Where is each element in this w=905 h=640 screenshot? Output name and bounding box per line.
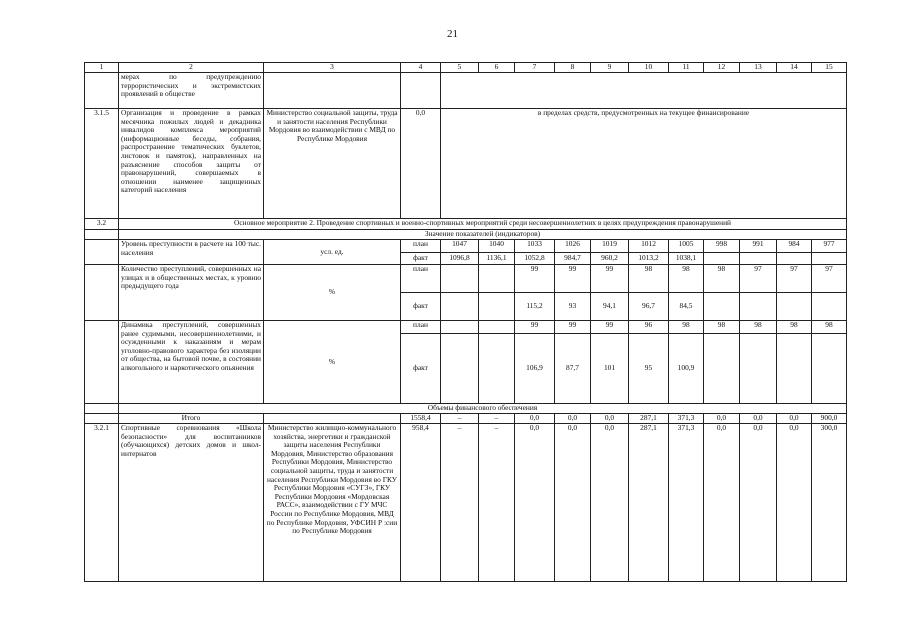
indicator-plan-row: [85, 321, 847, 334]
fact-value: [740, 253, 777, 265]
total-value: –: [441, 414, 479, 424]
fact-value: 87,7: [555, 334, 591, 404]
indicator-name: Динамика преступлений, совершенных ранее судимыми, несовершеннолетними, и осужденными к наказаниям и мерам уголовно-правового характера без изоляции от общества, на бытовой почве, в состоянии алкогольного и наркотического опьянения: [119, 321, 264, 404]
plan-value: 99: [515, 265, 555, 293]
total-value: 900,0: [812, 414, 847, 424]
indicator-empty: [85, 321, 119, 404]
total-value: 0,0: [401, 109, 441, 219]
fact-value: 94,1: [591, 293, 629, 321]
plan-value: 98: [669, 265, 704, 293]
total-label: Итого: [119, 414, 264, 424]
fact-value: 95: [629, 334, 669, 404]
total-value: 0,0: [704, 414, 740, 424]
indicator-unit: %: [264, 265, 401, 321]
fact-value: 1052,8: [515, 253, 555, 265]
empty-cell: [85, 414, 119, 424]
plan-label: план: [401, 321, 441, 334]
row-3-2: [85, 219, 847, 230]
funding-value: 287,1: [629, 424, 669, 582]
plan-value: 98: [777, 321, 812, 334]
funding-value: 371,3: [669, 424, 704, 582]
col-num: 12: [704, 63, 740, 73]
total-row: [85, 414, 847, 424]
activity-name: Организация и проведение в рамках месячника пожилых людей и декадника инвалидов комплекса мероприятий (информационные беседы, собрания, распространение тематических буклетов, листовок и памяток), направленных на разъяснение способов защиты от правонарушений, совершаемых в отношении наименее защищенных категорий населения: [119, 109, 264, 219]
fact-value: [812, 293, 847, 321]
funding-value: 0,0: [591, 424, 629, 582]
fact-value: [441, 293, 479, 321]
row-number: 3.2: [85, 219, 119, 230]
funding-value: 958,4: [401, 424, 441, 582]
col-num: 7: [515, 63, 555, 73]
fact-value: 101: [591, 334, 629, 404]
finance-title: Объемы финансового обеспечения: [119, 404, 847, 414]
plan-value: 99: [591, 321, 629, 334]
plan-value: 984: [777, 240, 812, 253]
indicator-empty: [85, 240, 119, 265]
executor: Министерство жилищно-коммунального хозяйства, энергетики и гражданской защиты населения Республики Мордовия, Министерство образования Республики Мордовия, Министерство социальной защиты, труда и занятости населения Республики Мордовия во ГКУ Республики Мордовия «СУГЗ», ГКУ Республики Мордовия «Мордовская РАСС», взаимодействии с ГУ МЧС России по Республике Мордовия, МВД по Республике Мордовия, УФСИН Р :сии по Республике Мордовия: [264, 424, 401, 582]
plan-value: 1019: [591, 240, 629, 253]
indicator-plan-row: [85, 240, 847, 253]
plan-value: 97: [812, 265, 847, 293]
fact-value: [704, 253, 740, 265]
fact-value: [704, 293, 740, 321]
fact-label: факт: [401, 253, 441, 265]
total-value: 371,3: [669, 414, 704, 424]
total-value: 287,1: [629, 414, 669, 424]
fact-value: 1038,1: [669, 253, 704, 265]
continuation-text: мерах по предупреждению террористических и экстремистских проявлений в обществе: [119, 73, 264, 109]
plan-value: 98: [704, 321, 740, 334]
fact-value: [740, 293, 777, 321]
plan-value: 97: [777, 265, 812, 293]
col-num: 11: [669, 63, 704, 73]
total-value: 1558,4: [401, 414, 441, 424]
row-3-1-5: [85, 109, 847, 219]
total-value: –: [479, 414, 515, 424]
fact-value: [704, 334, 740, 404]
row-number: 3.1.5: [85, 109, 119, 219]
fact-value: 100,9: [669, 334, 704, 404]
fact-value: [777, 334, 812, 404]
fact-value: 1013,2: [629, 253, 669, 265]
executor: Министерство социальной защиты, труда и занятости населения Республики Мордовия во взаимодействии с МВД по Республике Мордовия: [264, 109, 401, 219]
col-num: 3: [264, 63, 401, 73]
total-value: 0,0: [515, 414, 555, 424]
funding-value: 0,0: [555, 424, 591, 582]
indicator-unit: усл. ед.: [264, 240, 401, 265]
fact-value: [441, 334, 479, 404]
row-3-2-1: [85, 424, 847, 582]
col-num: 10: [629, 63, 669, 73]
plan-value: 1026: [555, 240, 591, 253]
indicators-title-row: [85, 230, 847, 240]
plan-value: 977: [812, 240, 847, 253]
plan-value: 99: [555, 265, 591, 293]
indicator-empty: [85, 265, 119, 321]
funding-note: в пределах средств, предусмотренных на текущее финансирование: [441, 109, 847, 219]
fact-value: 96,7: [629, 293, 669, 321]
plan-value: 99: [591, 265, 629, 293]
plan-value: 98: [812, 321, 847, 334]
total-value: 0,0: [777, 414, 812, 424]
fact-value: 1136,1: [479, 253, 515, 265]
plan-value: [441, 321, 479, 334]
funding-value: 0,0: [777, 424, 812, 582]
fact-value: 984,7: [555, 253, 591, 265]
fact-value: 960,2: [591, 253, 629, 265]
plan-value: 99: [515, 321, 555, 334]
funding-value: 0,0: [740, 424, 777, 582]
funding-value: –: [441, 424, 479, 582]
indicator-name: Уровень преступности в расчете на 100 тыс. населения: [119, 240, 264, 265]
page-number: 21: [447, 28, 458, 40]
col-num: 15: [812, 63, 847, 73]
program-table: [84, 62, 847, 582]
row-number: 3.2.1: [85, 424, 119, 582]
fact-value: 93: [555, 293, 591, 321]
col-num: 6: [479, 63, 515, 73]
main-activity-title: Основное мероприятие 2. Проведение спортивных и военно-спортивных мероприятий среди несовершеннолетних в целях предупреждения правонарушений: [119, 219, 847, 230]
column-number-row: [85, 63, 847, 73]
total-value: 0,0: [740, 414, 777, 424]
funding-value: 300,0: [812, 424, 847, 582]
continuation-row: [85, 73, 847, 109]
col-num: 13: [740, 63, 777, 73]
col-num: 2: [119, 63, 264, 73]
fact-value: [812, 334, 847, 404]
plan-value: 98: [669, 321, 704, 334]
fact-label: факт: [401, 334, 441, 404]
finance-title-row: [85, 404, 847, 414]
fact-value: [479, 293, 515, 321]
plan-value: 1033: [515, 240, 555, 253]
fact-value: [740, 334, 777, 404]
fact-label: факт: [401, 293, 441, 321]
plan-value: 1005: [669, 240, 704, 253]
plan-value: 96: [629, 321, 669, 334]
plan-label: план: [401, 240, 441, 253]
plan-value: 97: [740, 265, 777, 293]
col-num: 9: [591, 63, 629, 73]
activity-name: Спортивные соревнования «Школа безопасности» для воспитанников (обучающихся) детских домов и школ-интернатов: [119, 424, 264, 582]
total-value: 0,0: [555, 414, 591, 424]
fact-value: 106,9: [515, 334, 555, 404]
plan-label: план: [401, 265, 441, 293]
col-num: 4: [401, 63, 441, 73]
total-value: 0,0: [591, 414, 629, 424]
fact-value: 1096,8: [441, 253, 479, 265]
plan-value: 998: [704, 240, 740, 253]
plan-value: [479, 265, 515, 293]
empty-cell: [85, 404, 119, 414]
indicator-unit: %: [264, 321, 401, 404]
plan-value: 1040: [479, 240, 515, 253]
fact-value: 84,5: [669, 293, 704, 321]
plan-value: [479, 321, 515, 334]
funding-value: 0,0: [704, 424, 740, 582]
plan-value: 991: [740, 240, 777, 253]
col-num: 1: [85, 63, 119, 73]
col-num: 5: [441, 63, 479, 73]
plan-value: [441, 265, 479, 293]
fact-value: 115,2: [515, 293, 555, 321]
plan-value: 98: [740, 321, 777, 334]
fact-value: [479, 334, 515, 404]
funding-value: 0,0: [515, 424, 555, 582]
indicator-name: Количество преступлений, совершенных на улицах и в общественных местах, к уровню предыдущего года: [119, 265, 264, 321]
fact-value: [777, 293, 812, 321]
empty-cell: [264, 414, 401, 424]
indicator-plan-row: [85, 265, 847, 293]
plan-value: 99: [555, 321, 591, 334]
fact-value: [777, 253, 812, 265]
col-num: 14: [777, 63, 812, 73]
plan-value: 1012: [629, 240, 669, 253]
indicators-title: Значение показателей (индикаторов): [119, 230, 847, 240]
col-num: 8: [555, 63, 591, 73]
plan-value: 98: [704, 265, 740, 293]
plan-value: 1047: [441, 240, 479, 253]
funding-value: –: [479, 424, 515, 582]
plan-value: 98: [629, 265, 669, 293]
fact-value: [812, 253, 847, 265]
